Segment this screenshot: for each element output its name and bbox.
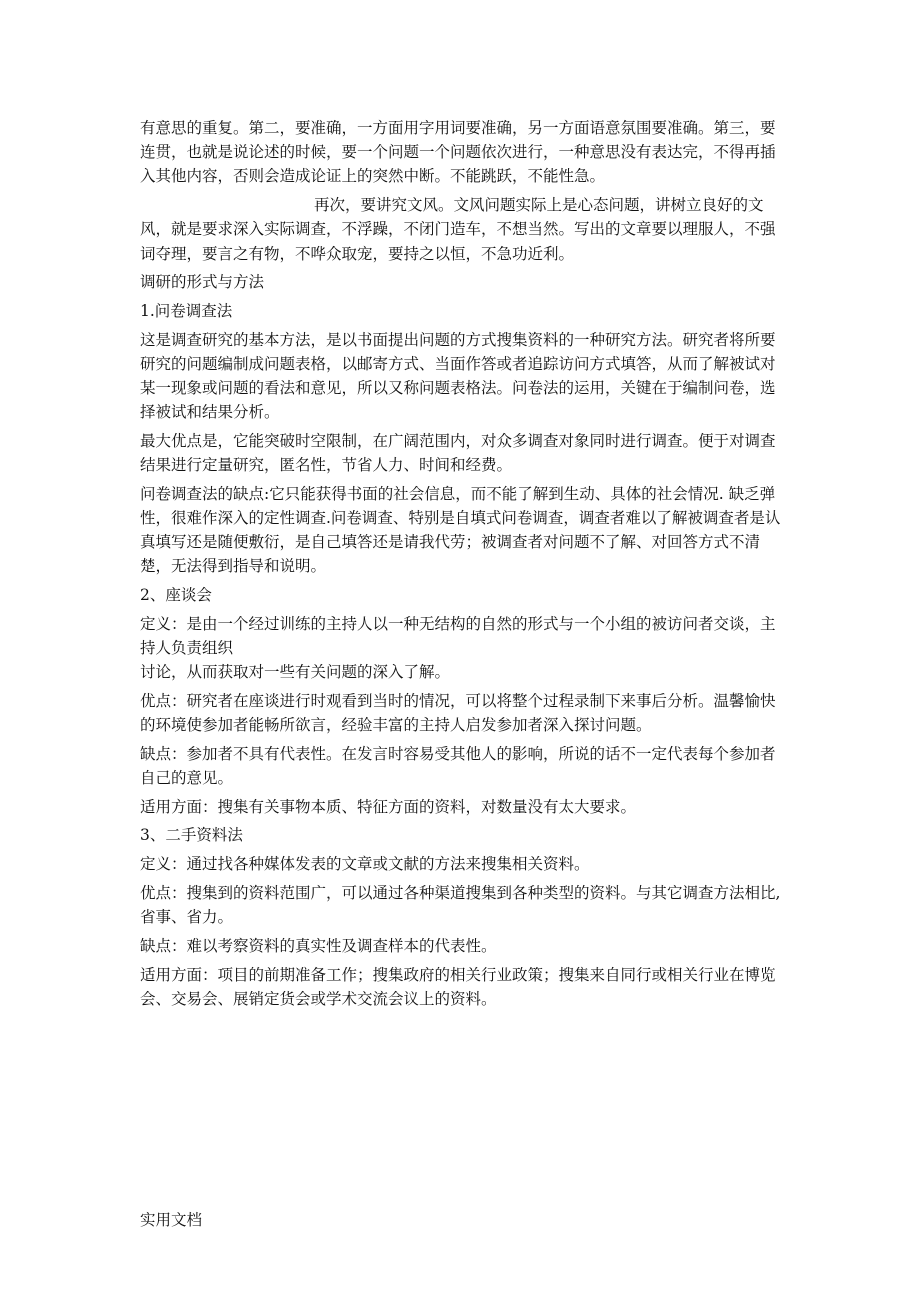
paragraph-questionnaire-disadvantages: 问卷调查法的缺点:它只能获得书面的社会信息，而不能了解到生动、具体的社会情况. 缺乏弹性，很难作深入的定性调查.问卷调查、特别是自填式问卷调查，调查者难以了解被调查者是认真填写还是随便敷衍，是自己填答还是请我代劳；被调查者对问题不了解、对回答方式不清楚，无法得到指导和说明。 <box>140 484 781 576</box>
paragraph-questionnaire-definition: 这是调查研究的基本方法，是以书面提出问题的方式搜集资料的一种研究方法。研究者将所要研究的问题编制成问题表格，以邮寄方式、当面作答或者追踪访问方式填答，从而了解被试对某一现象或问题的看法和意见，所以又称问题表格法。问卷法的运用，关键在于编制问卷，选择被试和结果分析。 <box>140 330 776 422</box>
paragraph-questionnaire-advantages: 最大优点是，它能突破时空限制，在广阔范围内，对众多调查对象同时进行调查。便于对调查结果进行定量研究，匿名性，节省人力、时间和经费。 <box>140 431 776 475</box>
paragraph-secondary-advantages: 优点：搜集到的资料范围广，可以通过各种渠道搜集到各种类型的资料。与其它调查方法相比,省事、省力。 <box>140 883 781 927</box>
section-heading-methods: 调研的形式与方法 <box>140 273 265 292</box>
paragraph-secondary-definition: 定义：通过找各种媒体发表的文章或文献的方法来搜集相关资料。 <box>140 855 590 874</box>
page-footer: 实用文档 <box>140 1211 203 1229</box>
heading-symposium: 2、座谈会 <box>140 586 212 605</box>
document-body <box>140 116 782 1015</box>
heading-questionnaire: 1.问卷调查法 <box>140 301 233 320</box>
heading-secondary-data: 3、二手资料法 <box>140 826 243 845</box>
paragraph-writing-style: 再次，要讲究文风。文风问题实际上是心态问题，讲树立良好的文风，就是要求深入实际调查，不浮躁，不闭门造车，不想当然。写出的文章要以理服人，不强词夺理，要言之有物，不哗众取宠，要持之以恒，不急功近利。 <box>140 196 776 263</box>
paragraph-symposium-disadvantages: 缺点：参加者不具有代表性。在发言时容易受其他人的影响，所说的话不一定代表每个参加者自己的意见。 <box>140 744 776 788</box>
paragraph-symposium-definition-cont: 讨论，从而获取对一些有关问题的深入了解。 <box>140 663 451 682</box>
paragraph-secondary-applications: 适用方面：项目的前期准备工作；搜集政府的相关行业政策；搜集来自同行或相关行业在博览会、交易会、展销定货会或学术交流会议上的资料。 <box>140 965 776 1008</box>
paragraph-symposium-advantages: 优点：研究者在座谈进行时观看到当时的情况，可以将整个过程录制下来事后分析。温馨愉快的环境使参加者能畅所欲言，经验丰富的主持人启发参加者深入探讨问题。 <box>140 691 776 735</box>
paragraph-writing-requirements: 有意思的重复。第二，要准确，一方面用字用词要准确，另一方面语意氛围要准确。第三，要连贯，也就是说论述的时候，要一个问题一个问题依次进行，一种意思没有表达完，不得再插入其他内容，否则会造成论证上的突然中断。不能跳跃，不能性急。 <box>140 119 776 186</box>
paragraph-symposium-definition: 定义：是由一个经过训练的主持人以一种无结构的自然的形式与一个小组的被访问者交谈，主持人负责组织 <box>140 614 776 658</box>
paragraph-secondary-disadvantages: 缺点：难以考察资料的真实性及调查样本的代表性。 <box>140 936 497 955</box>
paragraph-symposium-applications: 适用方面：搜集有关事物本质、特征方面的资料，对数量没有太大要求。 <box>140 797 637 816</box>
